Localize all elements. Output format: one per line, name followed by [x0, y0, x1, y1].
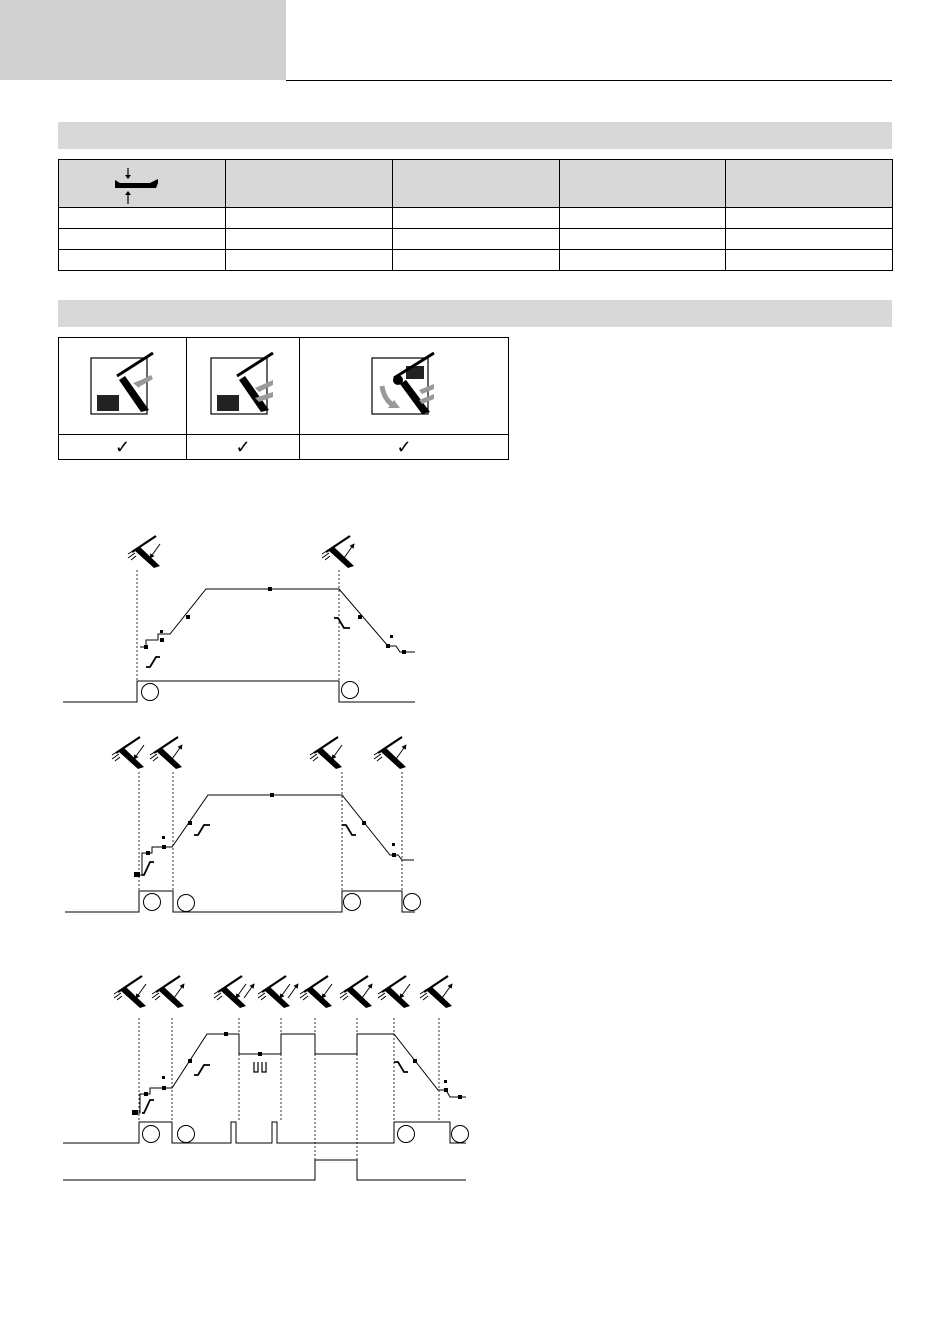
torch-trigger-release-icon — [340, 976, 372, 1008]
torch-trigger-press-icon — [378, 976, 410, 1008]
torch-trigger-press-icon — [128, 536, 160, 568]
torch-trigger-release-icon — [150, 737, 182, 769]
torch-trigger-release-icon — [374, 737, 406, 769]
check-mark: ✓ — [300, 435, 509, 460]
torch-trigger-tap-icon — [214, 976, 254, 1008]
torch-trigger-press-icon — [300, 976, 332, 1008]
torch-trigger-tap-icon — [258, 976, 298, 1008]
check-mark: ✓ — [187, 435, 300, 460]
four-step-special-diagram — [63, 976, 469, 1180]
two-step-diagram — [63, 536, 415, 702]
torch-trigger-release-icon — [152, 976, 184, 1008]
torch-trigger-press-icon — [310, 737, 342, 769]
torch-trigger-release-icon — [322, 536, 354, 568]
torch-trigger-release-icon — [420, 976, 452, 1008]
torch-trigger-press-icon — [112, 737, 144, 769]
check-mark: ✓ — [59, 435, 187, 460]
four-step-diagram — [65, 737, 421, 912]
torch-trigger-press-icon — [114, 976, 146, 1008]
